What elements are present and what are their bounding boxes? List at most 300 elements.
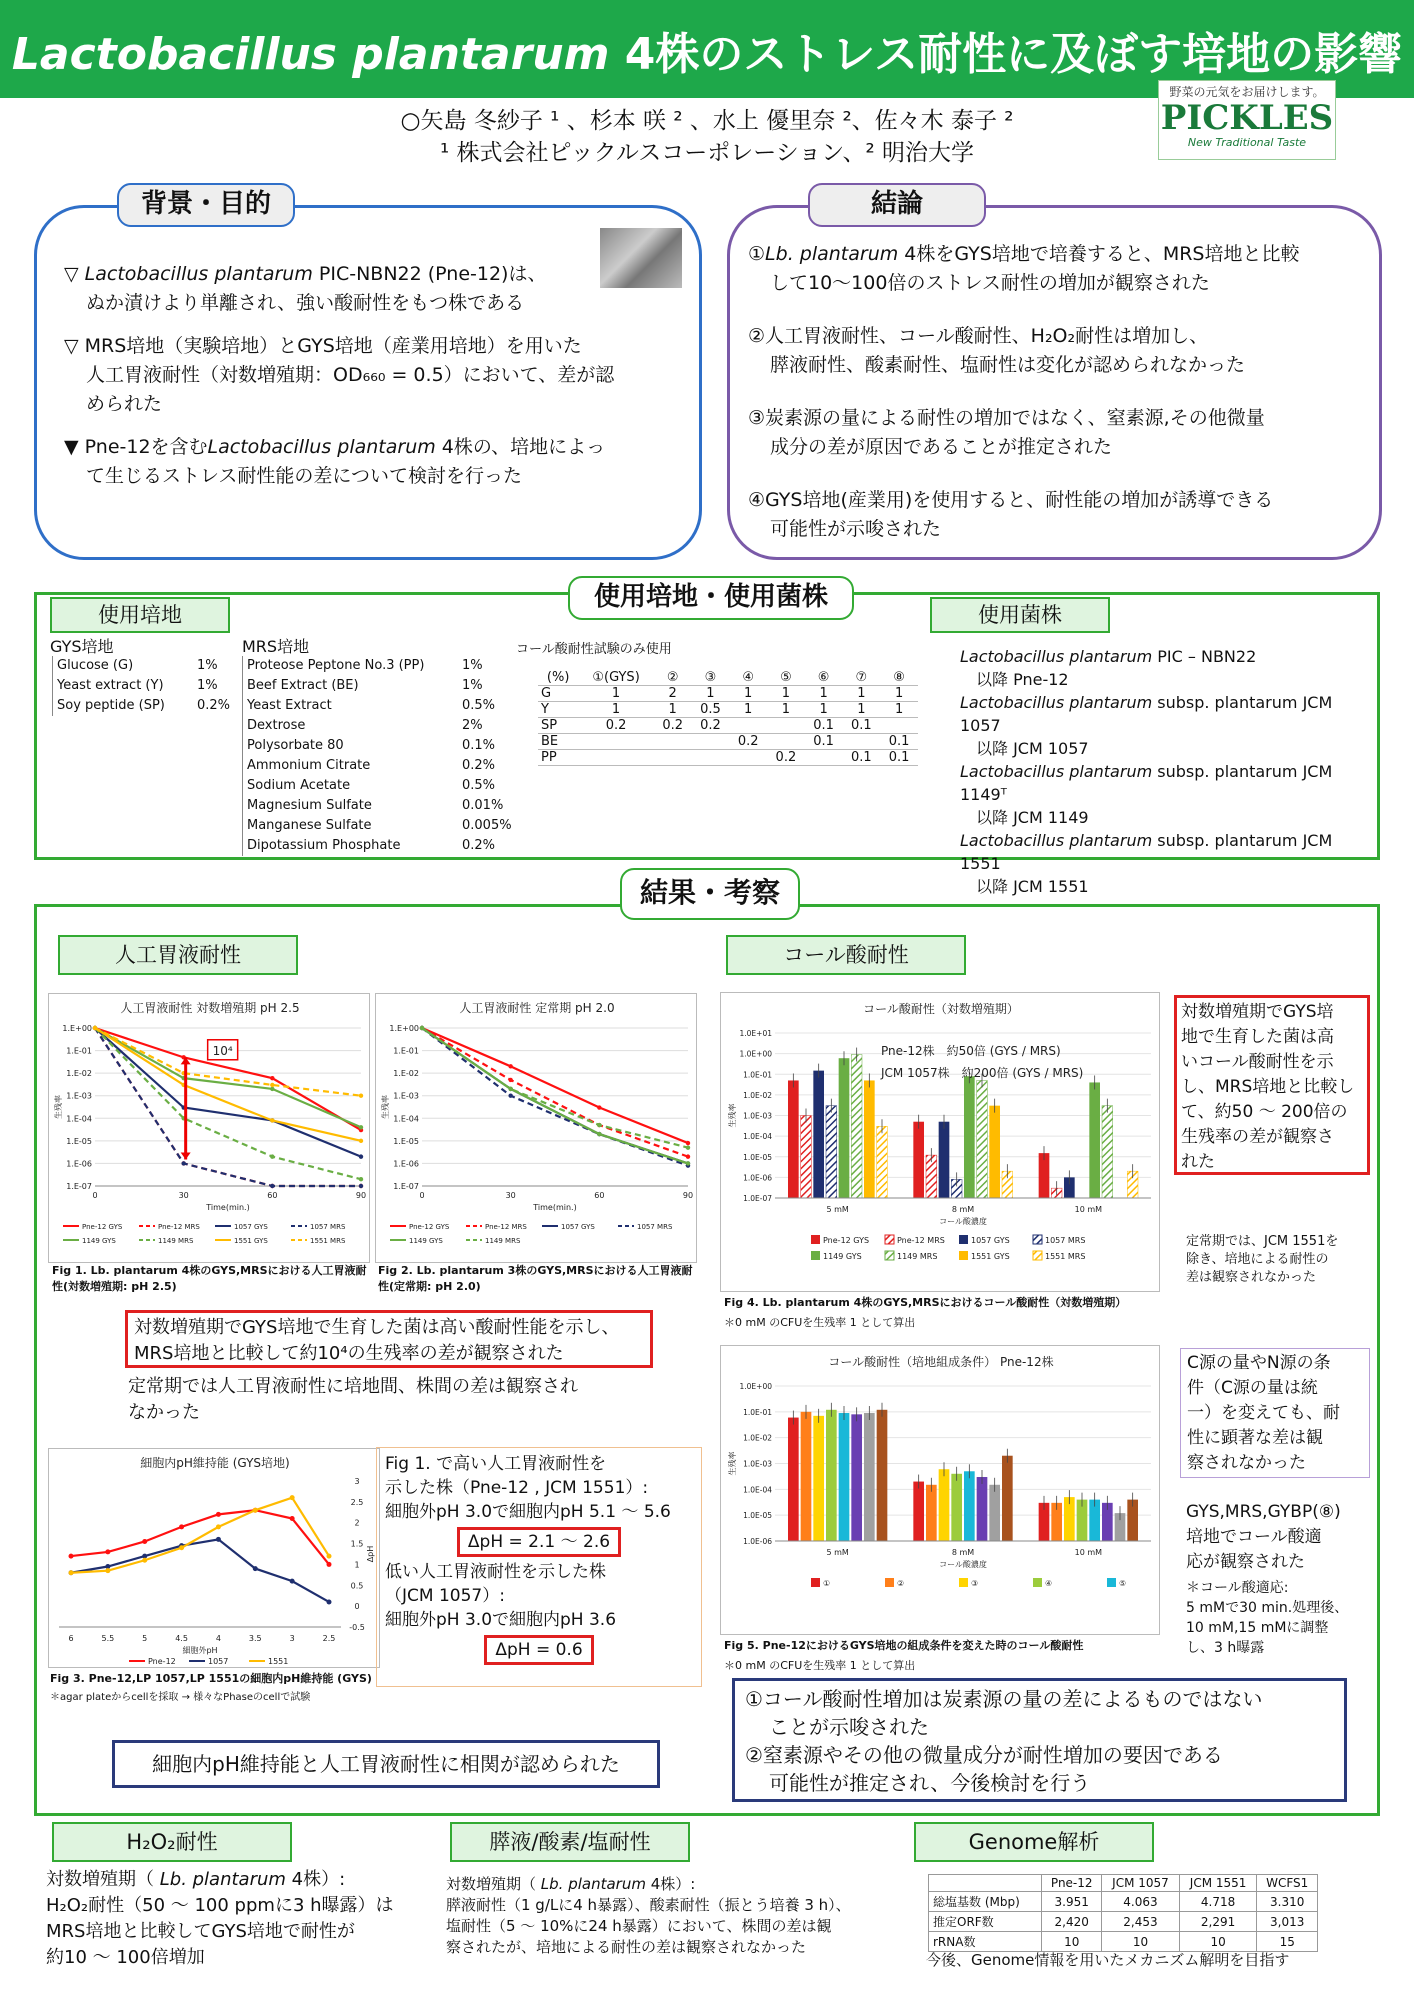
legend-label: 1057 GYS bbox=[234, 1223, 268, 1231]
bar bbox=[989, 1106, 1000, 1198]
table-cell: 1 bbox=[843, 702, 881, 718]
legend-label: 1057 GYS bbox=[561, 1223, 595, 1231]
text-line: 培地でコール酸適 bbox=[1186, 1527, 1322, 1547]
medium-row bbox=[53, 676, 232, 696]
table-cell: 0.2 bbox=[767, 750, 805, 766]
data-point bbox=[290, 1516, 295, 1521]
y-tick-label: 1.0E+00 bbox=[739, 1382, 772, 1391]
fig1-panel bbox=[48, 993, 370, 1263]
cholic-finding bbox=[1174, 995, 1370, 1175]
medium-amount: 0.2% bbox=[197, 698, 231, 713]
fig4-note: ＊0 mM のCFUを生残率 1 として算出 bbox=[724, 1316, 916, 1329]
y-tick-label: 1.E+00 bbox=[389, 1024, 419, 1033]
table-header-cell: ⑤ bbox=[767, 670, 805, 686]
series-line bbox=[95, 1028, 361, 1096]
chart-title: コール酸耐性（培地組成条件） Pne-12株 bbox=[828, 1355, 1054, 1369]
table-cell: 0.1 bbox=[880, 750, 918, 766]
pancreatic-label: 膵液/酸素/塩耐性 bbox=[450, 1822, 690, 1862]
legend-swatch bbox=[959, 1578, 968, 1587]
row-label: 推定ORF数 bbox=[929, 1912, 1042, 1932]
y-tick-label: 1.E-04 bbox=[393, 1114, 419, 1124]
medium-ingredient: Yeast extract (Y) bbox=[57, 678, 164, 693]
x-tick-label: 5 bbox=[142, 1634, 148, 1643]
table-cell bbox=[578, 734, 654, 750]
y-tick-label: 1.E+00 bbox=[62, 1024, 92, 1033]
series-line bbox=[422, 1028, 688, 1143]
medium-ingredient: Dextrose bbox=[247, 718, 306, 733]
x-tick-label: 90 bbox=[682, 1191, 694, 1200]
table-cell: 1 bbox=[654, 702, 692, 718]
y-axis-label: ΔpH bbox=[366, 1545, 375, 1563]
table-cell: 1 bbox=[843, 686, 881, 702]
text-line: 定常期では、JCM 1551を bbox=[1186, 1234, 1339, 1249]
table-row bbox=[538, 750, 918, 766]
bar bbox=[826, 1106, 837, 1198]
table-cell: 1 bbox=[578, 702, 654, 718]
x-axis-label: 細胞外pH bbox=[182, 1646, 218, 1655]
arrow-head bbox=[181, 1152, 191, 1159]
fig5-note: ＊0 mM のCFUを生残率 1 として算出 bbox=[724, 1659, 916, 1672]
y-axis-label: 生残率 bbox=[381, 1095, 390, 1119]
bar bbox=[977, 1080, 988, 1198]
strain-name bbox=[960, 645, 1372, 668]
table-cell: 0.1 bbox=[880, 734, 918, 750]
medium-amount: 1% bbox=[197, 658, 218, 673]
medium-ingredient: Soy peptide (SP) bbox=[57, 698, 165, 713]
table-header-row bbox=[929, 1875, 1318, 1892]
table-cell: 3,013 bbox=[1257, 1912, 1318, 1932]
medium-ingredient: Polysorbate 80 bbox=[247, 738, 344, 753]
table-cell: 4.063 bbox=[1102, 1892, 1180, 1912]
fig1-chart bbox=[49, 994, 371, 1264]
table-cell: 3.310 bbox=[1257, 1892, 1318, 1912]
bar bbox=[851, 1414, 862, 1541]
row-label: rRNA数 bbox=[929, 1932, 1042, 1952]
text-line: 10 mM,15 mMに調整 bbox=[1186, 1620, 1329, 1636]
medium-ingredient: Sodium Acetate bbox=[247, 778, 351, 793]
table-cell: 0.1 bbox=[805, 718, 843, 734]
bar bbox=[877, 1410, 888, 1541]
legend-swatch bbox=[885, 1578, 894, 1587]
text-line: 地で生育した菌は高 bbox=[1181, 1027, 1334, 1047]
x-tick-label: 4 bbox=[215, 1634, 221, 1643]
medium-row bbox=[53, 656, 232, 676]
text-line: いコール酸耐性を示 bbox=[1181, 1052, 1334, 1072]
row-label: G bbox=[538, 686, 578, 702]
legend-swatch bbox=[1033, 1578, 1042, 1587]
chart-title: 人工胃液耐性 定常期 pH 2.0 bbox=[459, 1001, 615, 1015]
table-cell: 1 bbox=[805, 702, 843, 718]
fig3-caption: Fig 3. Pne-12,LP 1057,LP 1551の細胞内pH維持能 (GYS) bbox=[50, 1672, 372, 1685]
data-point bbox=[69, 1570, 74, 1575]
y-tick-label: 1.0E-03 bbox=[743, 1459, 772, 1469]
y-tick-label: 1.0E+01 bbox=[739, 1029, 772, 1038]
table-cell: 3.951 bbox=[1042, 1892, 1102, 1912]
legend-swatch bbox=[885, 1251, 894, 1260]
legend-label: Pne-12 MRS bbox=[897, 1236, 945, 1245]
ph-summary: 細胞内pH維持能と人工胃液耐性に相関が認められた bbox=[112, 1740, 660, 1788]
x-tick-label: 90 bbox=[355, 1191, 367, 1200]
medium-row bbox=[243, 696, 512, 716]
gastric-finding: 対数増殖期でGYS培地で生育した菌は高い酸耐性能を示し、 MRS培地と比較して約10⁴の生残率の差が観察された bbox=[125, 1310, 653, 1368]
table-row bbox=[929, 1912, 1318, 1932]
bar bbox=[939, 1469, 950, 1541]
legend-label: 1057 GYS bbox=[971, 1236, 1010, 1245]
data-point bbox=[270, 1087, 274, 1091]
y-axis-label: 生残率 bbox=[728, 1103, 737, 1128]
y-tick-label: 1.0E+00 bbox=[739, 1049, 772, 1059]
medium-amount: 0.2% bbox=[462, 838, 496, 853]
strain-species: Lactobacillus plantarum bbox=[960, 762, 1153, 781]
legend-swatch bbox=[959, 1235, 968, 1244]
table-cell bbox=[692, 734, 730, 750]
medium-ingredient: Yeast Extract bbox=[247, 698, 332, 713]
table-cell: 0.2 bbox=[654, 718, 692, 734]
table-cell bbox=[578, 750, 654, 766]
table-cell: 2,453 bbox=[1102, 1912, 1180, 1932]
bar bbox=[913, 1482, 924, 1541]
data-point bbox=[253, 1508, 258, 1513]
x-tick-label: 5 mM bbox=[826, 1205, 849, 1214]
table-cell bbox=[843, 734, 881, 750]
table-row bbox=[538, 718, 918, 734]
text-line: 対数増殖期でGYS培 bbox=[1181, 1002, 1334, 1022]
table-header-cell: WCFS1 bbox=[1257, 1875, 1318, 1892]
cholic-stationary-note bbox=[1186, 1233, 1376, 1287]
text-line: 5 mMで30 min.処理後、 bbox=[1186, 1600, 1349, 1616]
delta-ph-low: ΔpH = 0.6 bbox=[484, 1635, 593, 1665]
medium-row bbox=[243, 736, 512, 756]
legend-label: Pne-12 GYS bbox=[823, 1236, 870, 1245]
legend-label: 1149 MRS bbox=[158, 1237, 194, 1245]
strain-name bbox=[960, 760, 1372, 806]
strain-species: Lactobacillus plantarum bbox=[960, 693, 1153, 712]
genome-table bbox=[928, 1874, 1318, 1952]
data-point bbox=[270, 1184, 274, 1188]
y-tick-label: 1.0E-05 bbox=[743, 1152, 772, 1162]
table-cell: 10 bbox=[1102, 1932, 1180, 1952]
fig4-chart bbox=[721, 993, 1161, 1293]
bar bbox=[813, 1071, 824, 1198]
legend-label: 1551 MRS bbox=[1045, 1252, 1086, 1261]
data-point bbox=[253, 1566, 258, 1571]
y-tick-label: 1.E-01 bbox=[393, 1046, 419, 1056]
bar bbox=[801, 1116, 812, 1199]
medium-ingredient: Manganese Sulfate bbox=[247, 818, 372, 833]
x-axis-label: Time(min.) bbox=[206, 1203, 250, 1212]
y-tick-label: 2.5 bbox=[350, 1497, 364, 1507]
medium-row bbox=[243, 796, 512, 816]
legend-label: Pne-12 MRS bbox=[485, 1223, 527, 1231]
data-point bbox=[93, 1026, 97, 1030]
medium-ingredient: Beef Extract (BE) bbox=[247, 678, 359, 693]
medium-amount: 0.5% bbox=[462, 778, 496, 793]
table-header-cell: ①(GYS) bbox=[578, 670, 654, 686]
medium-ingredient: Glucose (G) bbox=[57, 658, 134, 673]
strain-suffix: PIC – NBN22 bbox=[1152, 647, 1257, 666]
legend-swatch bbox=[811, 1251, 820, 1260]
bar bbox=[788, 1418, 799, 1541]
medium-ingredient: Dipotassium Phosphate bbox=[247, 838, 401, 853]
y-tick-label: 1.0E-04 bbox=[743, 1132, 772, 1142]
bar bbox=[977, 1477, 988, 1541]
table-cell bbox=[767, 734, 805, 750]
table-header-cell: JCM 1057 bbox=[1102, 1875, 1180, 1892]
chart-title: 人工胃液耐性 対数増殖期 pH 2.5 bbox=[120, 1001, 300, 1015]
table-cell bbox=[729, 718, 767, 734]
data-point bbox=[508, 1078, 512, 1082]
legend-label: 1149 GYS bbox=[823, 1252, 862, 1261]
cholic-label: コール酸耐性 bbox=[726, 935, 966, 975]
y-tick-label: 1.E-01 bbox=[66, 1046, 92, 1056]
x-tick-label: 2.5 bbox=[322, 1634, 336, 1643]
x-tick-label: 10 mM bbox=[1074, 1205, 1103, 1214]
x-tick-label: 3 bbox=[289, 1634, 295, 1643]
text-line: 性に顕著な差は観 bbox=[1187, 1428, 1323, 1448]
table-header-cell: ⑦ bbox=[843, 670, 881, 686]
series-line bbox=[422, 1028, 688, 1166]
bar bbox=[877, 1126, 888, 1198]
bar bbox=[939, 1122, 950, 1198]
table-cell: 1 bbox=[767, 702, 805, 718]
y-tick-label: 1.0E-07 bbox=[743, 1194, 772, 1203]
y-tick-label: 1.0E-02 bbox=[743, 1090, 772, 1100]
table-cell bbox=[805, 750, 843, 766]
table-row bbox=[538, 686, 918, 702]
table-cell: 15 bbox=[1257, 1932, 1318, 1952]
chart-title: 細胞内pH維持能 (GYS培地) bbox=[140, 1456, 290, 1470]
x-tick-label: 3.5 bbox=[248, 1634, 262, 1643]
legend-label: 1057 bbox=[208, 1657, 229, 1666]
medium-row bbox=[243, 836, 512, 856]
text-line: 察されなかった bbox=[1187, 1453, 1306, 1473]
gys-list bbox=[52, 656, 232, 716]
bar bbox=[913, 1122, 924, 1198]
table-header-cell bbox=[929, 1875, 1042, 1892]
y-tick-label: 1.E-04 bbox=[66, 1114, 92, 1124]
row-label: BE bbox=[538, 734, 578, 750]
ph-text-box: Fig 1. で高い人工胃液耐性を 示した株（Pne-12 , JCM 1551）: 細胞外pH 3.0で細胞内pH 5.1 ～ 5.6 ΔpH = 2.1 ～ 2.6 低い人工胃液耐性を示した株 （JCM 1057）: 細胞外pH 3.0で細胞内pH 3.6 ΔpH = 0.6 bbox=[376, 1447, 702, 1687]
table-cell: 2,291 bbox=[1179, 1912, 1257, 1932]
data-point bbox=[597, 1132, 601, 1136]
y-tick-label: 1.0E-04 bbox=[743, 1485, 772, 1495]
data-point bbox=[327, 1562, 332, 1567]
results-heading: 結果・考察 bbox=[620, 868, 800, 920]
bar bbox=[951, 1474, 962, 1541]
adapt-note bbox=[1186, 1578, 1381, 1658]
text-line: 生残率の差が観察さ bbox=[1181, 1127, 1334, 1147]
fig5-chart bbox=[721, 1346, 1161, 1636]
fig5-caption: Fig 5. Pne-12におけるGYS培地の組成条件を変えた時のコール酸耐性 bbox=[724, 1639, 1084, 1652]
y-tick-label: 1.0E-01 bbox=[743, 1070, 772, 1080]
legend-label: 1551 GYS bbox=[971, 1252, 1010, 1261]
table-cell: 1 bbox=[767, 686, 805, 702]
data-point bbox=[359, 1094, 363, 1098]
legend-swatch bbox=[1033, 1251, 1042, 1260]
table-row bbox=[538, 702, 918, 718]
data-point bbox=[270, 1083, 274, 1087]
chart-annotation: JCM 1057株 約200倍 (GYS / MRS) bbox=[881, 1066, 1084, 1080]
text-line: 一）を変えても、耐 bbox=[1187, 1403, 1340, 1423]
legend-label: 1057 MRS bbox=[310, 1223, 346, 1231]
table-cell: 0.2 bbox=[729, 734, 767, 750]
medium-amount: 0.005% bbox=[462, 818, 512, 833]
chart-title: コール酸耐性（対数増殖期） bbox=[863, 1002, 1019, 1016]
table-header-cell: ⑧ bbox=[880, 670, 918, 686]
bar bbox=[801, 1412, 812, 1541]
y-tick-label: 1.0E-03 bbox=[743, 1111, 772, 1121]
fig2-caption: Fig 2. Lb. plantarum 3株のGYS,MRSにおける人工胃液耐性(定常期: pH 2.0) bbox=[378, 1264, 693, 1293]
strain-name bbox=[960, 691, 1372, 737]
authors: ○矢島 冬紗子 ¹ 、杉本 咲 ² 、水上 優里奈 ²、佐々木 泰子 ² bbox=[400, 108, 1014, 134]
y-tick-label: 1.E-06 bbox=[66, 1159, 92, 1169]
cn-note bbox=[1180, 1348, 1370, 1478]
legend-label: Pne-12 bbox=[148, 1657, 176, 1666]
text-line: 応が観察された bbox=[1186, 1552, 1305, 1572]
h2o2-text: 対数増殖期（ Lb. plantarum 4株）: H₂O₂耐性（50 ～ 100 ppmに3 h曝露）は MRS培地と比較してGYS培地で耐性が 約10 ～ 100倍増加 bbox=[46, 1869, 394, 1968]
text-line: C源の量やN源の条 bbox=[1187, 1353, 1331, 1373]
data-point bbox=[69, 1554, 74, 1559]
x-tick-label: 60 bbox=[594, 1191, 605, 1200]
table-header-cell: ② bbox=[654, 670, 692, 686]
strain-alias: 以降 JCM 1057 bbox=[976, 739, 1089, 758]
pancreatic-text: 対数増殖期（ Lb. plantarum 4株）: 膵液耐性（1 g/Lに4 h暴露）、酸素耐性（振とう培養 3 h）、 塩耐性（5 ～ 10%に24 h暴露）において、株間の差は観 察されたが、培地による耐性の差は観察されなかった bbox=[446, 1875, 851, 1956]
bar bbox=[813, 1416, 824, 1541]
table-header-cell: Pne-12 bbox=[1042, 1875, 1102, 1892]
conclusion-text: ①Lb. plantarum 4株をGYS培地で培養すると、MRS培地と比較 して10～100倍のストレス耐性の増加が観察された ②人工胃液耐性、コール酸耐性、H₂O₂耐性は増加し、 膵液耐性、酸素耐性、塩耐性は変化が認められなかった ③炭素源の量による耐性の増加ではなく、窒素源,その他微量 成分の差が原因であることが推定された ④GYS培地(産業用)を使用すると、耐性能の増加が誘導できる 可能性が示唆された bbox=[748, 243, 1300, 540]
medium-row bbox=[243, 716, 512, 736]
data-point bbox=[686, 1141, 690, 1145]
data-point bbox=[181, 1161, 185, 1165]
h2o2-label: H₂O₂耐性 bbox=[52, 1822, 292, 1862]
legend-label: 1149 GYS bbox=[82, 1237, 116, 1245]
fig1-caption: Fig 1. Lb. plantarum 4株のGYS,MRSにおける人工胃液耐性(対数増殖期: pH 2.5) bbox=[52, 1264, 367, 1293]
bar bbox=[1089, 1082, 1100, 1198]
mrs-title: MRS培地 bbox=[242, 637, 310, 656]
x-tick-label: 6 bbox=[68, 1634, 74, 1643]
table-cell: 0.1 bbox=[843, 750, 881, 766]
gybp-note bbox=[1186, 1500, 1376, 1575]
cholic-summary: ①コール酸耐性増加は炭素源の量の差によるものではない ことが示唆された ②窒素源やその他の微量成分が耐性増加の要因である 可能性が推定され、今後検討を行う bbox=[732, 1678, 1347, 1802]
x-axis-label: コール酸濃度 bbox=[939, 1217, 987, 1226]
y-tick-label: 1.0E-06 bbox=[743, 1537, 772, 1546]
pickles-logo: 野菜の元気をお届けします。 PICKLES New Traditional Taste bbox=[1158, 80, 1336, 160]
legend-label: 1057 MRS bbox=[1045, 1236, 1086, 1245]
fig5-panel bbox=[720, 1345, 1160, 1635]
legend-swatch bbox=[1033, 1235, 1042, 1244]
text-line: ＊コール酸適応: bbox=[1186, 1580, 1289, 1596]
strain-alias: 以降 Pne-12 bbox=[976, 670, 1069, 689]
medium-row bbox=[243, 756, 512, 776]
bar bbox=[964, 1076, 975, 1198]
strain-name bbox=[960, 829, 1372, 875]
bar bbox=[839, 1058, 850, 1198]
legend-label: ② bbox=[897, 1579, 905, 1588]
poster-title: Lactobacillus plantarum 4株のストレス耐性に及ぼす培地の影響 bbox=[11, 29, 1403, 80]
table-cell bbox=[654, 750, 692, 766]
medium-row bbox=[53, 696, 232, 716]
x-tick-label: 8 mM bbox=[951, 1205, 975, 1214]
fig3-chart bbox=[49, 1449, 381, 1669]
media-composition-table bbox=[538, 670, 918, 766]
bar bbox=[851, 1055, 862, 1198]
fig4-caption: Fig 4. Lb. plantarum 4株のGYS,MRSにおけるコール酸耐性（対数増殖期） bbox=[724, 1296, 1127, 1309]
table-cell: 2 bbox=[654, 686, 692, 702]
legend-label: 1057 MRS bbox=[637, 1223, 673, 1231]
table-header-cell: (%) bbox=[538, 670, 578, 686]
bar bbox=[864, 1413, 875, 1541]
legend-label: ④ bbox=[1045, 1579, 1053, 1588]
text-line: し、3 h曝露 bbox=[1186, 1640, 1265, 1656]
bar bbox=[1002, 1456, 1013, 1541]
chart-annotation: Pne-12株 約50倍 (GYS / MRS) bbox=[881, 1044, 1061, 1058]
conclusion-heading: 結論 bbox=[808, 183, 986, 227]
medium-amount: 0.2% bbox=[462, 758, 496, 773]
y-tick-label: 1 bbox=[354, 1560, 360, 1570]
data-point bbox=[327, 1599, 332, 1604]
table-cell: 0.1 bbox=[805, 734, 843, 750]
x-tick-label: 5.5 bbox=[101, 1634, 115, 1643]
text-line: 除き、培地による耐性の bbox=[1186, 1252, 1329, 1267]
legend-swatch bbox=[1107, 1578, 1116, 1587]
data-point bbox=[359, 1184, 363, 1188]
fig2-chart bbox=[376, 994, 698, 1264]
table-cell: 4.718 bbox=[1179, 1892, 1257, 1912]
medium-row bbox=[243, 656, 512, 676]
media-heading: 使用培地・使用菌株 bbox=[568, 576, 854, 620]
table-cell: 1 bbox=[805, 686, 843, 702]
y-axis-label: 生残率 bbox=[728, 1451, 737, 1476]
y-axis-label: 生残率 bbox=[54, 1095, 63, 1119]
medium-ingredient: Ammonium Citrate bbox=[247, 758, 371, 773]
data-point bbox=[686, 1154, 690, 1158]
gys-title: GYS培地 bbox=[50, 637, 114, 656]
table-cell: 1 bbox=[692, 686, 730, 702]
y-tick-label: -0.5 bbox=[349, 1623, 365, 1632]
table-cell bbox=[729, 750, 767, 766]
bar bbox=[826, 1410, 837, 1541]
data-point bbox=[216, 1512, 221, 1517]
medium-ingredient: Proteose Peptone No.3 (PP) bbox=[247, 658, 425, 673]
data-point bbox=[290, 1495, 295, 1500]
table-cell: 0.2 bbox=[578, 718, 654, 734]
background-text: ▽ Lactobacillus plantarum PIC-NBN22 (Pne-12)は、 ぬか漬けより単離され、強い酸耐性をもつ株である ▽ MRS培地（実験培地）とGYS培地（産業用培地）を用いた 人工胃液耐性（対数増殖期：OD₆₆₀ = 0.5）において、差が認 められた ▼ Pne-12を含むLactobacillus plantarum 4株の、培地によっ て生じるストレス耐性能の差について検討を行った bbox=[64, 263, 615, 487]
legend-label: ① bbox=[823, 1579, 831, 1588]
row-label: SP bbox=[538, 718, 578, 734]
data-point bbox=[179, 1524, 184, 1529]
table-cell: 10 bbox=[1179, 1932, 1257, 1952]
y-tick-label: 1.E-02 bbox=[393, 1069, 419, 1079]
y-tick-label: 1.0E-06 bbox=[743, 1173, 772, 1183]
table-header-row bbox=[538, 670, 918, 686]
bar bbox=[1102, 1106, 1113, 1198]
y-tick-label: 1.E-07 bbox=[66, 1182, 92, 1191]
strain-alias: 以降 JCM 1149 bbox=[976, 808, 1089, 827]
medium-amount: 2% bbox=[462, 718, 483, 733]
bar bbox=[839, 1413, 850, 1541]
strain-suffix: subsp. plantarum JCM 1057 bbox=[960, 693, 1333, 735]
data-point bbox=[420, 1026, 424, 1030]
x-tick-label: 4.5 bbox=[175, 1634, 188, 1643]
data-point bbox=[327, 1554, 332, 1559]
bar bbox=[864, 1080, 875, 1198]
data-point bbox=[216, 1524, 221, 1529]
text-line: て、約50 ～ 200倍の bbox=[1181, 1102, 1348, 1122]
annotation-label: 10⁴ bbox=[212, 1043, 233, 1058]
medium-row bbox=[243, 816, 512, 836]
data-point bbox=[216, 1537, 221, 1542]
legend-label: Pne-12 GYS bbox=[409, 1223, 450, 1231]
